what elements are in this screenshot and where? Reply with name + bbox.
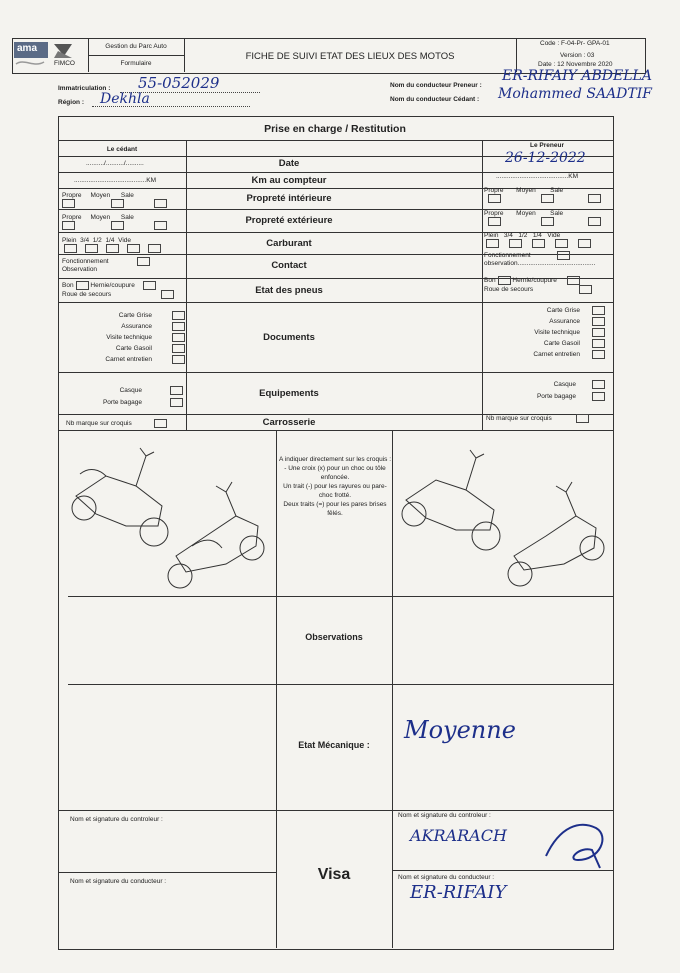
- date-value-right: 26-12-2022: [505, 150, 586, 166]
- nb-marque-right[interactable]: Nb marque sur croquis: [486, 414, 610, 423]
- preneur-value: ER-RIFAIY ABDELLA: [502, 68, 652, 84]
- header-dept: Gestion du Parc Auto: [105, 43, 167, 50]
- sig-cond-left-label: Nom et signature du conducteur :: [70, 878, 167, 885]
- row-mecanique: Etat Mécanique :: [298, 740, 370, 750]
- doc-code: Code : F-04-Pr- GPA-01: [540, 40, 610, 47]
- ctrl-signature-mark: [540, 816, 618, 872]
- sig-ctrl-left-label: Nom et signature du controleur :: [70, 816, 163, 823]
- scooter-sketches-right: [396, 436, 608, 592]
- equip-left[interactable]: Casque Porte bagage: [102, 387, 142, 406]
- docs-left-boxes[interactable]: [170, 310, 185, 365]
- prop-int-left[interactable]: Propre Moyen Sale: [62, 192, 182, 208]
- croquis-instructions: A indiquer directement sur les croquis : - Une croix (x) pour un choc ou tôle enfoncée. Un trait (-) pour les rayures ou pare-choc frotté. Deux traits (=) pour les pares brises fêlés.: [279, 456, 391, 517]
- docs-left[interactable]: Carte Grise Assurance Visite technique Carte Gasoil Carnet entretien: [105, 312, 152, 363]
- col-right-header: Le Preneur: [530, 142, 564, 149]
- row-date: Date: [278, 158, 300, 169]
- mecanique-value: Moyenne: [404, 716, 516, 744]
- page-title: FICHE DE SUIVI ETAT DES LIEUX DES MOTOS: [245, 51, 455, 62]
- fuel-left[interactable]: Plein 3/4 1/2 1/4 Vide: [62, 237, 184, 253]
- region-value: Dekhla: [100, 91, 150, 107]
- fuel-right[interactable]: Plein 3/4 1/2 1/4 Vide: [484, 232, 610, 248]
- region-label: Région :: [58, 99, 84, 106]
- ctrl-signature-name: AKRARACH: [410, 826, 507, 845]
- scooter-sketches-left: [66, 436, 274, 592]
- header-form: Formulaire: [120, 60, 152, 67]
- cond-signature-name: ER-RIFAIY: [410, 882, 507, 903]
- row-carburant: Carburant: [266, 238, 312, 249]
- sig-cond-right-label: Nom et signature du conducteur :: [398, 874, 495, 881]
- cedant-value: Mohammed SAADTIF: [498, 86, 652, 102]
- km-blank-left: ........................................KM: [74, 177, 156, 184]
- prop-ext-right[interactable]: Propre Moyen Sale: [484, 210, 610, 226]
- equip-right[interactable]: Casque Porte bagage: [536, 381, 576, 400]
- docs-right-boxes[interactable]: [590, 305, 605, 360]
- docs-right[interactable]: Carte Grise Assurance Visite technique Carte Gasoil Carnet entretien: [533, 307, 580, 358]
- date-blank-left: ........../........../..........: [86, 160, 144, 167]
- km-blank-right: ........................................KM: [496, 173, 578, 180]
- immat-label: Immatriculation :: [58, 85, 111, 92]
- logo: [14, 42, 86, 70]
- row-contact: Contact: [271, 260, 307, 271]
- doc-date: Date : 12 Novembre 2020: [538, 61, 613, 68]
- table-title: Prise en charge / Restitution: [264, 123, 406, 135]
- prop-ext-left[interactable]: Propre Moyen Sale: [62, 214, 182, 230]
- logo-text: ama: [17, 43, 38, 54]
- preneur-label: Nom du conducteur Preneur :: [390, 82, 482, 89]
- row-equipements: Equipements: [259, 388, 319, 399]
- sig-ctrl-right-label: Nom et signature du controleur :: [398, 812, 491, 819]
- doc-version: Version : 03: [560, 52, 595, 59]
- logo-sub: FIMCO: [54, 60, 75, 67]
- contact-left[interactable]: Fonctionnement Observation: [62, 257, 182, 273]
- col-left-header: Le cédant: [106, 146, 138, 153]
- pneus-left[interactable]: Bon Hernie/coupure Roue de secours: [62, 281, 186, 299]
- row-documents: Documents: [263, 332, 315, 343]
- contact-right[interactable]: Fonctionnement observation...........................................: [484, 252, 596, 267]
- row-carrosserie: Carrosserie: [262, 417, 316, 428]
- row-km: Km au compteur: [251, 175, 327, 186]
- prop-int-right[interactable]: Propre Moyen Sale: [484, 187, 610, 203]
- cedant-label: Nom du conducteur Cédant :: [390, 96, 480, 103]
- row-pneus: Etat des pneus: [255, 285, 323, 296]
- nb-marque-left[interactable]: Nb marque sur croquis: [66, 419, 184, 428]
- visa-label: Visa: [317, 866, 351, 883]
- immat-value: 55-052029: [138, 74, 220, 92]
- row-prop-int: Propreté intérieure: [246, 193, 332, 204]
- pneus-right[interactable]: Bon Hernie/coupure Roue de secours: [484, 276, 610, 294]
- row-observations: Observations: [305, 632, 363, 642]
- row-prop-ext: Propreté extérieure: [245, 215, 333, 226]
